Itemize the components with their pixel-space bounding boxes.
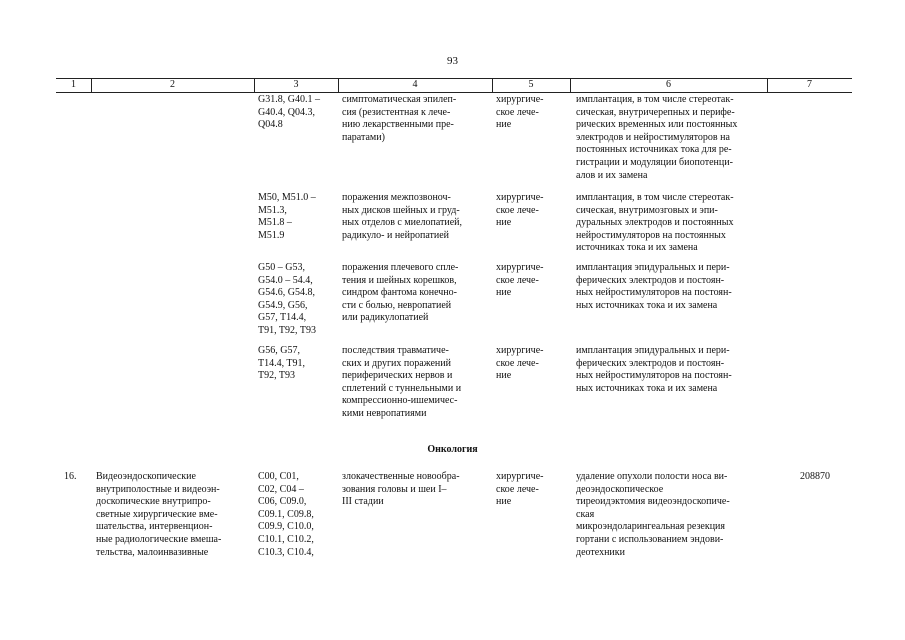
column-number: 1: [71, 79, 76, 90]
row-number: 16.: [64, 471, 77, 482]
diagnosis-codes: G56, G57, T14.4, T91, T92, T93: [258, 345, 306, 382]
treatment-type: хирургиче- ское лече- ние: [496, 471, 544, 508]
diagnosis-codes: C00, C01, C02, C04 – C06, C09.0, C09.1, C09.8, C09.9, C10.0, C10.1, C10.2, C10.3, C10.4,: [258, 471, 314, 558]
cost-value: 208870: [800, 471, 830, 482]
diagnosis-codes: G31.8, G40.1 – G40.4, Q04.3, Q04.8: [258, 94, 320, 131]
column-number: 6: [666, 79, 671, 90]
treatment-method: имплантация, в том числе стереотак- сическая, внутричерепных и перифе- рических временных или постоянных электродов и нейростимуляторов на постоянных источниках тока для ре- гистрации и модуляции биопотенци- алов и их замена: [576, 94, 738, 181]
diagnosis-codes: M50, M51.0 – M51.3, M51.8 – M51.9: [258, 192, 316, 241]
column-number: 3: [293, 79, 299, 90]
column-number: 4: [412, 79, 418, 90]
treatment-method: удаление опухоли полости носа ви- деоэндоскопическое тиреоидэктомия видеоэндоскопиче- ская микроэндоларингеальная резекция гортани с использованием эндови- деотехники: [576, 471, 730, 558]
treatment-type: хирургиче- ское лече- ние: [496, 262, 544, 299]
section-title: Онкология: [427, 444, 478, 455]
column-number: 7: [807, 79, 812, 90]
column-number: 2: [170, 79, 175, 90]
treatment-type: хирургиче- ское лече- ние: [496, 192, 544, 229]
diagnosis-codes: G50 – G53, G54.0 – 54.4, G54.6, G54.8, G54.9, G56, G57, T14.4, T91, T92, T93: [258, 262, 316, 336]
patient-model: поражения межпозвоноч- ных дисков шейных и груд- ных отделов с миелопатией, радикуло- и нейропатией: [342, 192, 463, 241]
patient-model: поражения плечевого спле- тения и шейных корешков, синдром фантома конечно- сти с болью, невропатией или радикулопатией: [342, 262, 459, 324]
treatment-method: имплантация эпидуральных и пери- ферических электродов и постоян- ных нейростимуляторов на постоян- ных источниках тока и их замена: [576, 345, 732, 394]
treatment-type: хирургиче- ское лече- ние: [496, 345, 544, 382]
column-number: 5: [528, 79, 534, 90]
patient-model: последствия травматиче- ских и других поражений периферических нервов и сплетений с туннельными и компрессионно-ишемичес- кими невропатиями: [342, 345, 462, 419]
header-bottom-rule: [56, 92, 852, 93]
page-number: 93: [447, 55, 458, 67]
patient-model: злокачественные новообра- зования головы и шеи I– III стадии: [342, 471, 460, 508]
treatment-method: имплантация эпидуральных и пери- ферических электродов и постоян- ных нейростимуляторов на постоян- ных источниках тока и их замена: [576, 262, 732, 311]
patient-model: симптоматическая эпилеп- сия (резистентная к лече- нию лекарственными пре- паратами): [342, 94, 457, 143]
treatment-method: имплантация, в том числе стереотак- сическая, внутримозговых и эпи- дуральных электродов и постоянных нейростимуляторов на постоянных источниках тока и их замена: [576, 192, 734, 254]
treatment-type: хирургиче- ское лече- ние: [496, 94, 544, 131]
procedure-name: Видеоэндоскопические внутриполостные и видеоэн- доскопические внутрипро- светные хирургические вме- шательства, интервенцион- ные радиологические вмеша- тельства, малоинвазивные: [96, 471, 222, 558]
